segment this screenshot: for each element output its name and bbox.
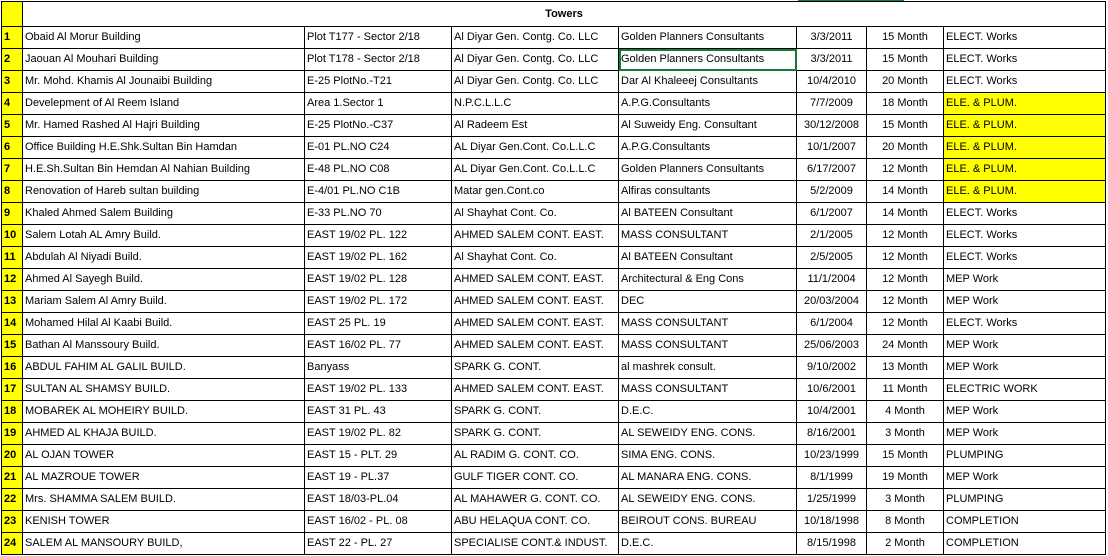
cell-location[interactable]: EAST 18/03-PL.04 bbox=[305, 489, 452, 511]
table-row bbox=[2, 467, 1106, 489]
cell-consultant[interactable]: Architectural & Eng Cons bbox=[619, 269, 797, 291]
table-row bbox=[2, 49, 1106, 71]
cell-duration[interactable]: 15 Month bbox=[867, 49, 944, 71]
cell-location[interactable]: EAST 15 - PLT. 29 bbox=[305, 445, 452, 467]
cell-scope[interactable]: ELE. & PLUM. bbox=[944, 159, 1106, 181]
cell-contractor[interactable]: AHMED SALEM CONT. EAST. bbox=[452, 335, 619, 357]
cell-contractor[interactable]: SPECIALISE CONT.& INDUST. bbox=[452, 533, 619, 555]
cell-project[interactable]: MOBAREK AL MOHEIRY BUILD. bbox=[23, 401, 305, 423]
table-row bbox=[2, 203, 1106, 225]
cell-project[interactable]: Khaled Ahmed Salem Building bbox=[23, 203, 305, 225]
cell-date[interactable]: 5/2/2009 bbox=[797, 181, 867, 203]
cell-date[interactable]: 8/1/1999 bbox=[797, 467, 867, 489]
cell-duration[interactable]: 19 Month bbox=[867, 467, 944, 489]
cell-project[interactable]: AL MAZROUE TOWER bbox=[23, 467, 305, 489]
cell-scope[interactable]: MEP Work bbox=[944, 423, 1106, 445]
cell-contractor[interactable]: Al Shayhat Cont. Co. bbox=[452, 247, 619, 269]
row-number[interactable]: 3 bbox=[2, 71, 23, 93]
cell-consultant[interactable]: A.P.G.Consultants bbox=[619, 137, 797, 159]
cell-location[interactable]: Plot T178 - Sector 2/18 bbox=[305, 49, 452, 71]
cell-location[interactable]: EAST 19 - PL.37 bbox=[305, 467, 452, 489]
cell-consultant[interactable]: BEIROUT CONS. BUREAU bbox=[619, 511, 797, 533]
cell-date[interactable]: 1/25/1999 bbox=[797, 489, 867, 511]
cell-contractor[interactable]: Al Radeem Est bbox=[452, 115, 619, 137]
row-number[interactable]: 20 bbox=[2, 445, 23, 467]
cell-scope[interactable]: PLUMPING bbox=[944, 445, 1106, 467]
cell-scope[interactable]: MEP Work bbox=[944, 467, 1106, 489]
cell-consultant[interactable]: Alfiras consultants bbox=[619, 181, 797, 203]
table-row bbox=[2, 137, 1106, 159]
row-number[interactable]: 10 bbox=[2, 225, 23, 247]
cell-project[interactable]: Develepment of Al Reem Island bbox=[23, 93, 305, 115]
cell-location[interactable]: Area 1.Sector 1 bbox=[305, 93, 452, 115]
cell-project[interactable]: Obaid Al Morur Building bbox=[23, 27, 305, 49]
cell-location[interactable]: Banyass bbox=[305, 357, 452, 379]
table-row bbox=[2, 313, 1106, 335]
cell-location[interactable]: EAST 25 PL. 19 bbox=[305, 313, 452, 335]
cell-location[interactable]: EAST 31 PL. 43 bbox=[305, 401, 452, 423]
cell-location[interactable]: EAST 19/02 PL. 128 bbox=[305, 269, 452, 291]
cell-consultant[interactable]: MASS CONSULTANT bbox=[619, 379, 797, 401]
cell-date[interactable]: 2/5/2005 bbox=[797, 247, 867, 269]
cell-contractor[interactable]: Al Diyar Gen. Contg. Co. LLC bbox=[452, 71, 619, 93]
cell-duration[interactable]: 12 Month bbox=[867, 291, 944, 313]
cell-date[interactable]: 10/23/1999 bbox=[797, 445, 867, 467]
cell-consultant[interactable]: Al BATEEN Consultant bbox=[619, 203, 797, 225]
cell-contractor[interactable]: AL Diyar Gen.Cont. Co.L.L.C bbox=[452, 137, 619, 159]
table-row bbox=[2, 225, 1106, 247]
cell-duration[interactable]: 20 Month bbox=[867, 71, 944, 93]
cell-date[interactable]: 9/10/2002 bbox=[797, 357, 867, 379]
cell-project[interactable]: AHMED AL KHAJA BUILD. bbox=[23, 423, 305, 445]
cell-scope[interactable]: ELECT. Works bbox=[944, 49, 1106, 71]
table-row bbox=[2, 533, 1106, 555]
cell-duration[interactable]: 13 Month bbox=[867, 357, 944, 379]
cell-scope[interactable]: ELECT. Works bbox=[944, 27, 1106, 49]
cell-location[interactable]: E-01 PL.NO C24 bbox=[305, 137, 452, 159]
cell-contractor[interactable]: Al Shayhat Cont. Co. bbox=[452, 203, 619, 225]
table-row bbox=[2, 291, 1106, 313]
cell-duration[interactable]: 15 Month bbox=[867, 115, 944, 137]
cell-date[interactable]: 11/1/2004 bbox=[797, 269, 867, 291]
cell-contractor[interactable]: GULF TIGER CONT. CO. bbox=[452, 467, 619, 489]
cell-consultant[interactable]: MASS CONSULTANT bbox=[619, 225, 797, 247]
row-number[interactable]: 1 bbox=[2, 27, 23, 49]
row-number[interactable]: 22 bbox=[2, 489, 23, 511]
cell-contractor[interactable]: SPARK G. CONT. bbox=[452, 357, 619, 379]
table-row bbox=[2, 71, 1106, 93]
row-number[interactable]: 5 bbox=[2, 115, 23, 137]
table-row bbox=[2, 445, 1106, 467]
cell-location[interactable]: E-4/01 PL.NO C1B bbox=[305, 181, 452, 203]
cell-date[interactable]: 10/4/2010 bbox=[797, 71, 867, 93]
table-row bbox=[2, 335, 1106, 357]
table-row bbox=[2, 511, 1106, 533]
row-number[interactable]: 12 bbox=[2, 269, 23, 291]
row-number[interactable]: 17 bbox=[2, 379, 23, 401]
cell-consultant[interactable]: Golden Planners Consultants bbox=[619, 159, 797, 181]
cell-project[interactable]: Office Building H.E.Shk.Sultan Bin Hamdan bbox=[23, 137, 305, 159]
cell-project[interactable]: Mrs. SHAMMA SALEM BUILD. bbox=[23, 489, 305, 511]
cell-location[interactable]: E-25 PlotNo.-C37 bbox=[305, 115, 452, 137]
cell-contractor[interactable]: AHMED SALEM CONT. EAST. bbox=[452, 313, 619, 335]
cell-project[interactable]: Salem Lotah AL Amry Build. bbox=[23, 225, 305, 247]
cell-date[interactable]: 10/6/2001 bbox=[797, 379, 867, 401]
cell-consultant[interactable]: Golden Planners Consultants bbox=[619, 27, 797, 49]
cell-scope[interactable]: ELECT. Works bbox=[944, 203, 1106, 225]
cell-scope[interactable]: ELE. & PLUM. bbox=[944, 115, 1106, 137]
cell-date[interactable]: 10/18/1998 bbox=[797, 511, 867, 533]
row-number[interactable]: 9 bbox=[2, 203, 23, 225]
cell-location[interactable]: Plot T177 - Sector 2/18 bbox=[305, 27, 452, 49]
cell-date[interactable]: 20/03/2004 bbox=[797, 291, 867, 313]
cell-consultant[interactable]: D.E.C. bbox=[619, 401, 797, 423]
cell-project[interactable]: Mr. Mohd. Khamis Al Jounaibi Building bbox=[23, 71, 305, 93]
cell-duration[interactable]: 11 Month bbox=[867, 379, 944, 401]
cell-project[interactable]: H.E.Sh.Sultan Bin Hemdan Al Nahian Building bbox=[23, 159, 305, 181]
cell-consultant[interactable]: Al Suweidy Eng. Consultant bbox=[619, 115, 797, 137]
cell-duration[interactable]: 12 Month bbox=[867, 247, 944, 269]
sheet-title[interactable]: Towers bbox=[23, 2, 1106, 27]
cell-project[interactable]: ABDUL FAHIM AL GALIL BUILD. bbox=[23, 357, 305, 379]
table-row bbox=[2, 27, 1106, 49]
cell-contractor[interactable]: Al Diyar Gen. Contg. Co. LLC bbox=[452, 27, 619, 49]
row-number[interactable]: 16 bbox=[2, 357, 23, 379]
row-number[interactable]: 15 bbox=[2, 335, 23, 357]
cell-scope[interactable]: ELECTRIC WORK bbox=[944, 379, 1106, 401]
cell-contractor[interactable]: AHMED SALEM CONT. EAST. bbox=[452, 291, 619, 313]
row-number[interactable]: 7 bbox=[2, 159, 23, 181]
row-number[interactable]: 11 bbox=[2, 247, 23, 269]
cell-consultant[interactable]: al mashrek consult. bbox=[619, 357, 797, 379]
row-number-header[interactable] bbox=[2, 2, 23, 27]
cell-consultant[interactable]: MASS CONSULTANT bbox=[619, 335, 797, 357]
cell-date[interactable]: 6/17/2007 bbox=[797, 159, 867, 181]
table-row bbox=[2, 401, 1106, 423]
cell-consultant[interactable]: Golden Planners Consultants bbox=[619, 49, 797, 71]
cell-date[interactable]: 25/06/2003 bbox=[797, 335, 867, 357]
cell-contractor[interactable]: SPARK G. CONT. bbox=[452, 423, 619, 445]
cell-location[interactable]: EAST 19/02 PL. 122 bbox=[305, 225, 452, 247]
cell-contractor[interactable]: AL MAHAWER G. CONT. CO. bbox=[452, 489, 619, 511]
cell-project[interactable]: KENISH TOWER bbox=[23, 511, 305, 533]
cell-location[interactable]: EAST 22 - PL. 27 bbox=[305, 533, 452, 555]
row-number[interactable]: 19 bbox=[2, 423, 23, 445]
cell-duration[interactable]: 8 Month bbox=[867, 511, 944, 533]
cell-duration[interactable]: 20 Month bbox=[867, 137, 944, 159]
cell-contractor[interactable]: Matar gen.Cont.co bbox=[452, 181, 619, 203]
cell-project[interactable]: Mr. Hamed Rashed Al Hajri Building bbox=[23, 115, 305, 137]
cell-contractor[interactable]: Al Diyar Gen. Contg. Co. LLC bbox=[452, 49, 619, 71]
cell-scope[interactable]: MEP Work bbox=[944, 335, 1106, 357]
row-number[interactable]: 21 bbox=[2, 467, 23, 489]
cell-scope[interactable]: MEP Work bbox=[944, 401, 1106, 423]
cell-duration[interactable]: 12 Month bbox=[867, 313, 944, 335]
cell-scope[interactable]: ELE. & PLUM. bbox=[944, 181, 1106, 203]
cell-scope[interactable]: MEP Work bbox=[944, 291, 1106, 313]
cell-duration[interactable]: 15 Month bbox=[867, 27, 944, 49]
cell-scope[interactable]: PLUMPING bbox=[944, 489, 1106, 511]
cell-location[interactable]: E-33 PL.NO 70 bbox=[305, 203, 452, 225]
cell-date[interactable]: 3/3/2011 bbox=[797, 49, 867, 71]
cell-project[interactable]: Bathan Al Manssoury Build. bbox=[23, 335, 305, 357]
row-number[interactable]: 4 bbox=[2, 93, 23, 115]
cell-scope[interactable]: ELE. & PLUM. bbox=[944, 137, 1106, 159]
cell-location[interactable]: EAST 19/02 PL. 133 bbox=[305, 379, 452, 401]
cell-location[interactable]: EAST 16/02 PL. 77 bbox=[305, 335, 452, 357]
table-row bbox=[2, 115, 1106, 137]
cell-scope[interactable]: ELECT. Works bbox=[944, 247, 1106, 269]
row-number[interactable]: 18 bbox=[2, 401, 23, 423]
cell-duration[interactable]: 15 Month bbox=[867, 445, 944, 467]
cell-contractor[interactable]: AHMED SALEM CONT. EAST. bbox=[452, 379, 619, 401]
cell-consultant[interactable]: D.E.C. bbox=[619, 533, 797, 555]
cell-project[interactable]: SULTAN AL SHAMSY BUILD. bbox=[23, 379, 305, 401]
cell-contractor[interactable]: SPARK G. CONT. bbox=[452, 401, 619, 423]
cell-duration[interactable]: 3 Month bbox=[867, 423, 944, 445]
cell-project[interactable]: Mohamed Hilal Al Kaabi Build. bbox=[23, 313, 305, 335]
cell-contractor[interactable]: AL RADIM G. CONT. CO. bbox=[452, 445, 619, 467]
cell-consultant[interactable]: MASS CONSULTANT bbox=[619, 313, 797, 335]
row-number[interactable]: 14 bbox=[2, 313, 23, 335]
cell-scope[interactable]: ELECT. Works bbox=[944, 71, 1106, 93]
cell-project[interactable]: Jaouan Al Mouhari Building bbox=[23, 49, 305, 71]
cell-location[interactable]: EAST 19/02 PL. 172 bbox=[305, 291, 452, 313]
table-row bbox=[2, 379, 1106, 401]
cell-duration[interactable]: 12 Month bbox=[867, 225, 944, 247]
cell-scope[interactable]: MEP Work bbox=[944, 269, 1106, 291]
table-row bbox=[2, 489, 1106, 511]
cell-duration[interactable]: 12 Month bbox=[867, 269, 944, 291]
cell-project[interactable]: SALEM AL MANSOURY BUILD, bbox=[23, 533, 305, 555]
row-number[interactable]: 23 bbox=[2, 511, 23, 533]
table-row bbox=[2, 159, 1106, 181]
cell-duration[interactable]: 18 Month bbox=[867, 93, 944, 115]
cell-date[interactable]: 7/7/2009 bbox=[797, 93, 867, 115]
cell-project[interactable]: Mariam Salem Al Amry Build. bbox=[23, 291, 305, 313]
cell-consultant[interactable]: DEC bbox=[619, 291, 797, 313]
cell-project[interactable]: Abdulah Al Niyadi Build. bbox=[23, 247, 305, 269]
cell-consultant[interactable]: AL MANARA ENG. CONS. bbox=[619, 467, 797, 489]
cell-date[interactable]: 2/1/2005 bbox=[797, 225, 867, 247]
cell-date[interactable]: 10/4/2001 bbox=[797, 401, 867, 423]
row-number[interactable]: 24 bbox=[2, 533, 23, 555]
cell-location[interactable]: EAST 16/02 - PL. 08 bbox=[305, 511, 452, 533]
cell-consultant[interactable]: Dar Al Khaleeej Consultants bbox=[619, 71, 797, 93]
cell-scope[interactable]: MEP Work bbox=[944, 357, 1106, 379]
cell-scope[interactable]: ELECT. Works bbox=[944, 313, 1106, 335]
cell-date[interactable]: 8/16/2001 bbox=[797, 423, 867, 445]
cell-duration[interactable]: 12 Month bbox=[867, 159, 944, 181]
cell-location[interactable]: EAST 19/02 PL. 162 bbox=[305, 247, 452, 269]
cell-contractor[interactable]: AHMED SALEM CONT. EAST. bbox=[452, 269, 619, 291]
table-row bbox=[2, 181, 1106, 203]
cell-location[interactable]: E-25 PlotNo.-T21 bbox=[305, 71, 452, 93]
cell-location[interactable]: EAST 19/02 PL. 82 bbox=[305, 423, 452, 445]
cell-date[interactable]: 30/12/2008 bbox=[797, 115, 867, 137]
cell-duration[interactable]: 4 Month bbox=[867, 401, 944, 423]
table-row bbox=[2, 247, 1106, 269]
table-row bbox=[2, 93, 1106, 115]
cell-consultant[interactable]: AL SEWEIDY ENG. CONS. bbox=[619, 489, 797, 511]
row-number[interactable]: 8 bbox=[2, 181, 23, 203]
row-number[interactable]: 2 bbox=[2, 49, 23, 71]
cell-contractor[interactable]: ABU HELAQUA CONT. CO. bbox=[452, 511, 619, 533]
cell-location[interactable]: E-48 PL.NO C08 bbox=[305, 159, 452, 181]
table-row bbox=[2, 357, 1106, 379]
cell-duration[interactable]: 2 Month bbox=[867, 533, 944, 555]
cell-consultant[interactable]: A.P.G.Consultants bbox=[619, 93, 797, 115]
cell-date[interactable]: 6/1/2004 bbox=[797, 313, 867, 335]
cell-date[interactable]: 3/3/2011 bbox=[797, 27, 867, 49]
cell-project[interactable]: Renovation of Hareb sultan building bbox=[23, 181, 305, 203]
cell-consultant[interactable]: AL SEWEIDY ENG. CONS. bbox=[619, 423, 797, 445]
row-number[interactable]: 13 bbox=[2, 291, 23, 313]
table-row bbox=[2, 269, 1106, 291]
cell-duration[interactable]: 3 Month bbox=[867, 489, 944, 511]
cell-date[interactable]: 8/15/1998 bbox=[797, 533, 867, 555]
cell-consultant[interactable]: Al BATEEN Consultant bbox=[619, 247, 797, 269]
cell-duration[interactable]: 14 Month bbox=[867, 203, 944, 225]
title-row bbox=[2, 2, 1106, 27]
cell-duration[interactable]: 24 Month bbox=[867, 335, 944, 357]
cell-project[interactable]: AL OJAN TOWER bbox=[23, 445, 305, 467]
towers-table bbox=[1, 1, 1106, 555]
cell-date[interactable]: 10/1/2007 bbox=[797, 137, 867, 159]
row-number[interactable]: 6 bbox=[2, 137, 23, 159]
cell-scope[interactable]: COMPLETION bbox=[944, 533, 1106, 555]
cell-date[interactable]: 6/1/2007 bbox=[797, 203, 867, 225]
cell-duration[interactable]: 14 Month bbox=[867, 181, 944, 203]
cell-consultant[interactable]: SIMA ENG. CONS. bbox=[619, 445, 797, 467]
cell-project[interactable]: Ahmed Al Sayegh Build. bbox=[23, 269, 305, 291]
cell-scope[interactable]: COMPLETION bbox=[944, 511, 1106, 533]
cell-contractor[interactable]: AL Diyar Gen.Cont. Co.L.L.C bbox=[452, 159, 619, 181]
cell-scope[interactable]: ELE. & PLUM. bbox=[944, 93, 1106, 115]
table-row bbox=[2, 423, 1106, 445]
cell-contractor[interactable]: N.P.C.L.L.C bbox=[452, 93, 619, 115]
cell-scope[interactable]: ELECT. Works bbox=[944, 225, 1106, 247]
cell-contractor[interactable]: AHMED SALEM CONT. EAST. bbox=[452, 225, 619, 247]
